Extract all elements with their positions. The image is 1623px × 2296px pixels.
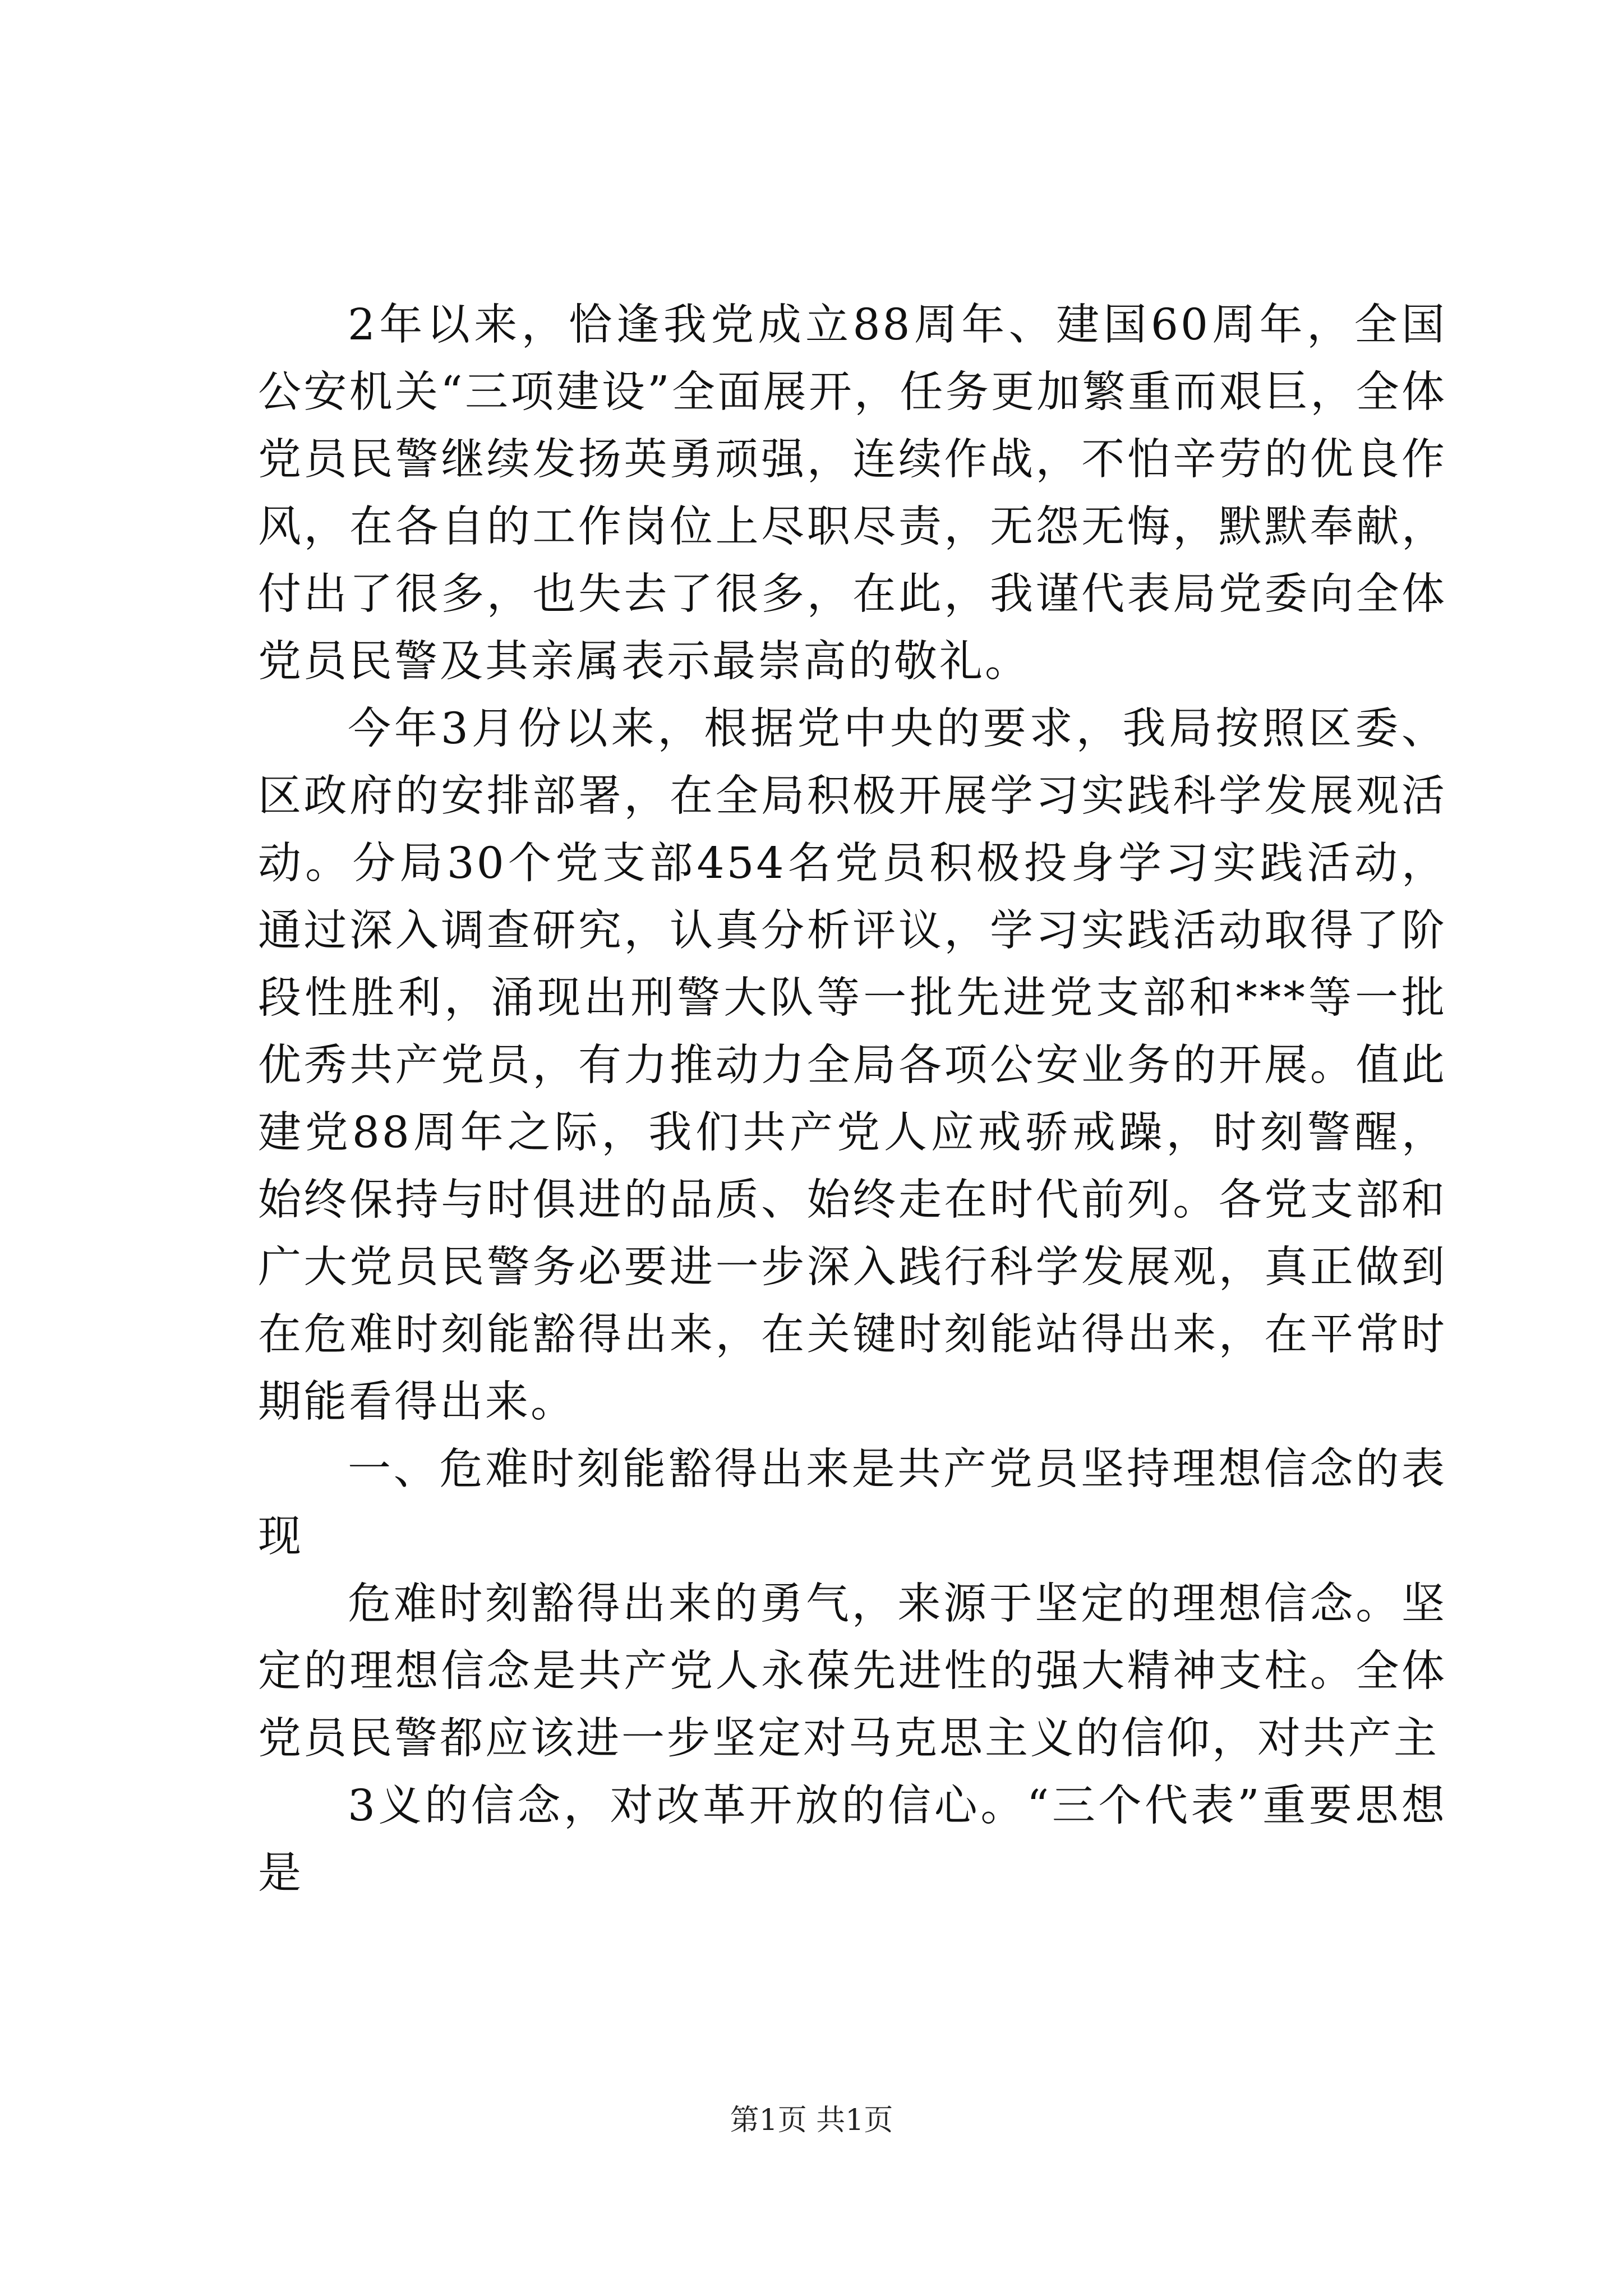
paragraph: 2年以来，恰逢我党成立88周年、建国60周年，全国公安机关“三项建设”全面展开，任务更加繁重而艰巨，全体党员民警继续发扬英勇顽强，连续作战，不怕辛劳的优良作风，在各自的工作岗位上尽职尽责，无怨无悔，默默奉献，付出了很多，也失去了很多，在此，我谨代表局党委向全体党员民警及其亲属表示最崇高的敬礼。 [258, 300, 1447, 687]
paragraph: 3义的信念，对改革开放的信心。“三个代表”重要思想是 [258, 1781, 1447, 1898]
paragraph: 今年3月份以来，根据党中央的要求，我局按照区委、区政府的安排部署，在全局积极开展学习实践科学发展观活动。分局30个党支部454名党员积极投身学习实践活动，通过深入调查研究，认真分析评议，学习实践活动取得了阶段性胜利，涌现出刑警大队等一批先进党支部和***等一批优秀共产党员，有力推动力全局各项公安业务的开展。值此建党88周年之际，我们共产党人应戒骄戒躁，时刻警醒，始终保持与时俱进的品质、始终走在时代前列。各党支部和广大党员民警务必要进一步深入践行科学发展观，真正做到在危难时刻能豁得出来，在关键时刻能站得出来，在平常时期能看得出来。 [258, 704, 1447, 1427]
document-body [258, 292, 1447, 1907]
page-footer: 第1页 共1页 [730, 2104, 893, 2137]
section-heading: 一、危难时刻能豁得出来是共产党员坚持理想信念的表现 [258, 1444, 1447, 1562]
paragraph: 危难时刻豁得出来的勇气，来源于坚定的理想信念。坚定的理想信念是共产党人永葆先进性的强大精神支柱。全体党员民警都应该进一步坚定对马克思主义的信仰，对共产主 [258, 1579, 1447, 1764]
